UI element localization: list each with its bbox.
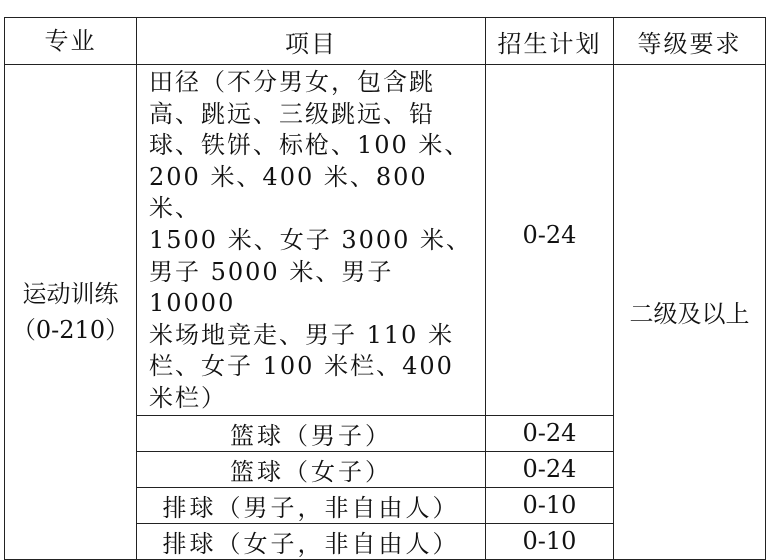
- header-plan: 招生计划: [486, 18, 614, 65]
- header-item: 项目: [137, 18, 486, 65]
- table-row: [5, 65, 766, 416]
- item-line: 男子 5000 米、男子 10000: [149, 257, 394, 318]
- item-line: 200 米、400 米、800 米、: [149, 162, 428, 223]
- item-line: 栏、女子 100 米栏、400: [149, 352, 454, 381]
- major-name: 运动训练: [22, 279, 119, 308]
- item-line: 米场地竞走、男子 110 米: [149, 320, 455, 349]
- item-line: 1500 米、女子 3000 米、: [149, 225, 473, 254]
- item-cell: 排球（女子，非自由人）: [137, 523, 486, 559]
- item-cell-athletics: [137, 65, 486, 416]
- item-line: 高、跳远、三级跳远、铅: [149, 99, 435, 128]
- major-range: （0-210）: [11, 315, 130, 344]
- plan-cell: 0-10: [486, 523, 614, 559]
- item-line: 球、铁饼、标枪、100 米、: [149, 131, 471, 160]
- major-cell: [5, 65, 137, 560]
- item-line: 米栏）: [149, 383, 227, 412]
- header-level: 等级要求: [614, 18, 766, 65]
- plan-cell: 0-24: [486, 451, 614, 487]
- item-cell: 排球（男子，非自由人）: [137, 487, 486, 523]
- header-row: [5, 18, 766, 65]
- plan-cell: 0-10: [486, 487, 614, 523]
- item-line: 田径（不分男女，包含跳: [149, 68, 435, 96]
- enrollment-table: [4, 17, 766, 560]
- level-cell: 二级及以上: [614, 65, 766, 560]
- plan-cell: 0-24: [486, 415, 614, 451]
- item-cell: 篮球（女子）: [137, 451, 486, 487]
- item-cell: 篮球（男子）: [137, 415, 486, 451]
- header-major: 专业: [5, 18, 137, 65]
- plan-cell: 0-24: [486, 65, 614, 416]
